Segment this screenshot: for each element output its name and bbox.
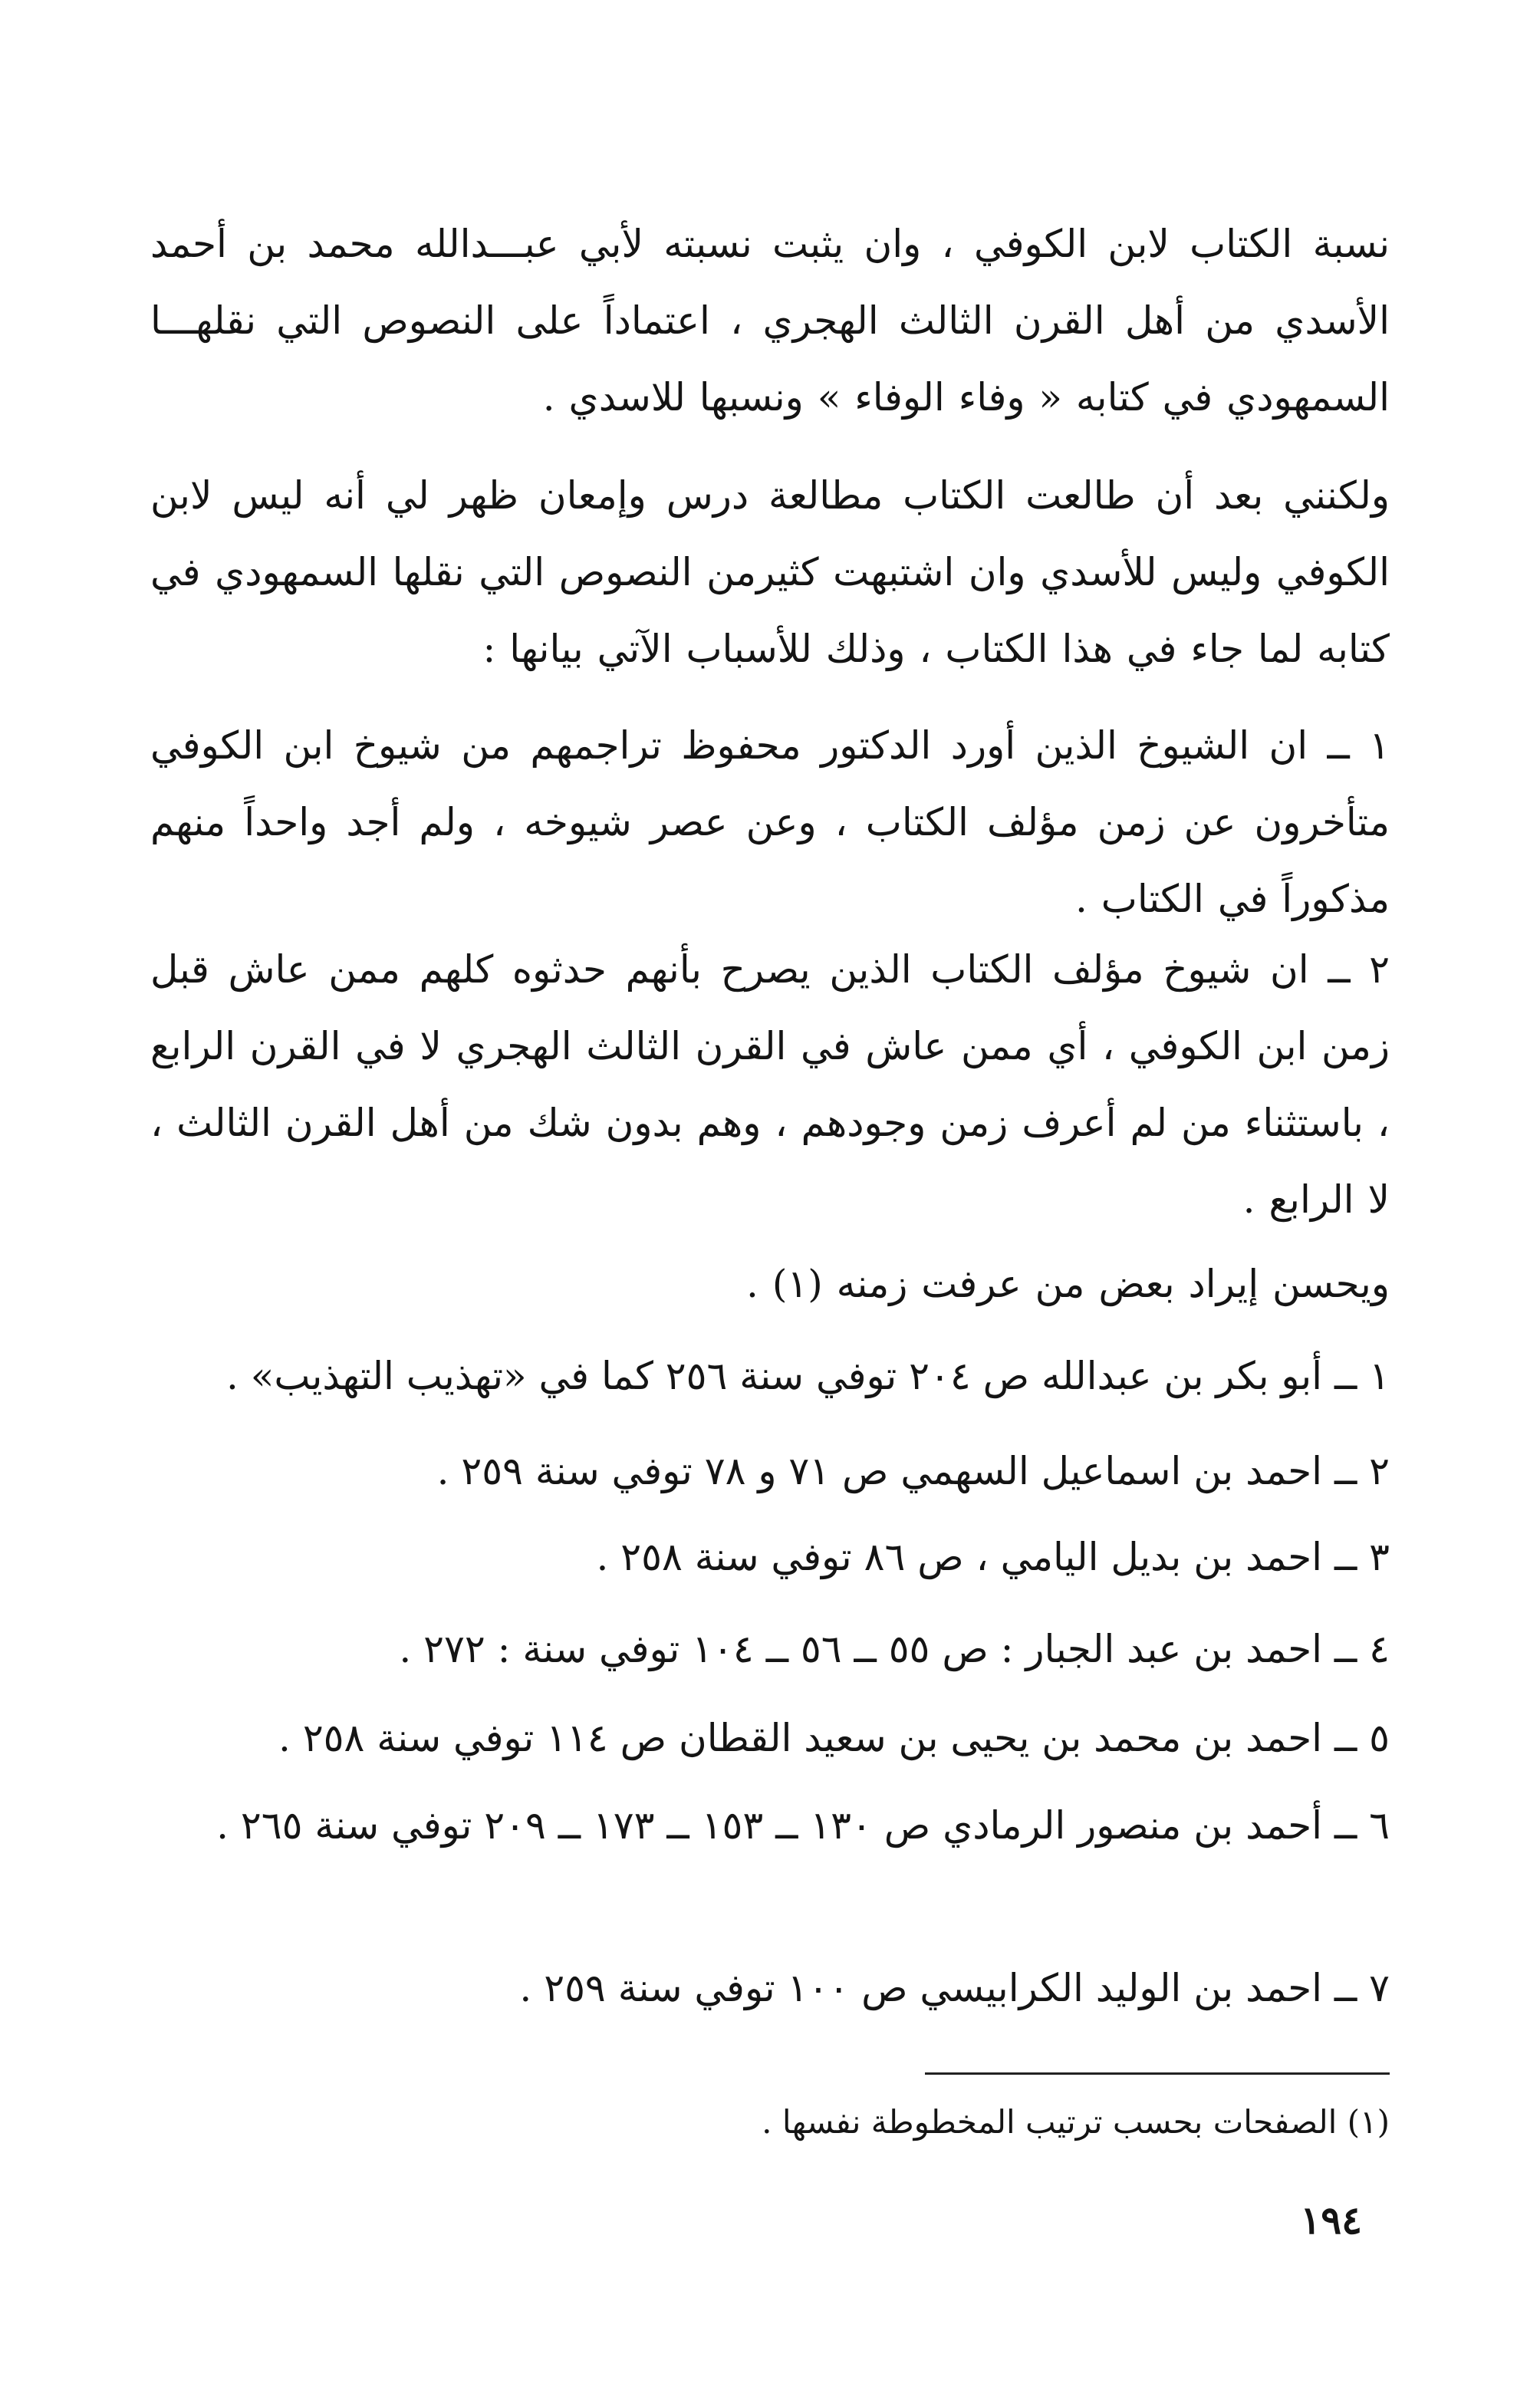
- list-item: ٧ ــ احمد بن الوليد الكرابيسي ص ١٠٠ توفي سنة ٢٥٩ .: [519, 1966, 1390, 2010]
- paragraph: ولكنني بعد أن طالعت الكتاب مطالعة درس وإمعان ظهر لي أنه ليس لابن الكوفي وليس للأسدي وان اشتبهت كثيرمن النصوص التي نقلها السمهودي في كتابه لما جاء في هذا الكتاب ، وذلك للأسباب الآتي بيانها :: [150, 473, 1390, 671]
- list-item: ١ ــ أبو بكر بن عبدالله ص ٢٠٤ توفي سنة ٢٥٦ كما في «تهذيب التهذيب» .: [225, 1354, 1390, 1398]
- paragraph-2-block: [150, 457, 1390, 687]
- paragraph-4-block: [150, 931, 1390, 1238]
- footnote-divider: [925, 2072, 1390, 2075]
- paragraph-1-block: [150, 206, 1390, 436]
- page-number: ١٩٤: [1300, 2197, 1362, 2243]
- list-item: ٤ ــ احمد بن عبد الجبار : ص ٥٥ ــ ٥٦ ــ ١٠٤ توفي سنة : ٢٧٢ .: [399, 1627, 1390, 1671]
- paragraph: ٢ ــ ان شيوخ مؤلف الكتاب الذين يصرح بأنهم حدثوه كلهم ممن عاش قبل زمن ابن الكوفي ، أي ممن عاش في القرن الثالث الهجري لا في القرن الرابع ، باستثناء من لم أعرف زمن وجودهم ، وهم بدون شك من أهل القرن الثالث ، لا الرابع .: [150, 947, 1390, 1222]
- list-item: ٥ ــ احمد بن محمد بن يحيى بن سعيد القطان ص ١١٤ توفي سنة ٢٥٨ .: [278, 1716, 1390, 1760]
- paragraph-3-block: [150, 707, 1390, 937]
- paragraph: ويحسن إيراد بعض من عرفت زمنه (١) .: [746, 1262, 1390, 1306]
- list-item: ٢ ــ احمد بن اسماعيل السهمي ص ٧١ و ٧٨ توفي سنة ٢٥٩ .: [436, 1449, 1390, 1493]
- paragraph: ١ ــ ان الشيوخ الذين أورد الدكتور محفوظ تراجمهم من شيوخ ابن الكوفي متأخرون عن زمن مؤلف الكتاب ، وعن عصر شيوخه ، ولم أجد واحداً منهم مذكوراً في الكتاب .: [150, 723, 1390, 921]
- paragraph-5-block: [150, 1246, 1390, 1322]
- list-item: ٣ ــ احمد بن بديل اليامي ، ص ٨٦ توفي سنة ٢٥٨ .: [596, 1535, 1390, 1579]
- paragraph: نسبة الكتاب لابن الكوفي ، وان يثبت نسبته لأبي عبـــدالله محمد بن أحمد الأسدي من أهل القرن الثالث الهجري ، اعتماداً على النصوص التي نقلهـــا السمهودي في كتابه « وفاء الوفاء » ونسبها للاسدي .: [150, 222, 1390, 420]
- list-item: ٦ ــ أحمد بن منصور الرمادي ص ١٣٠ ــ ١٥٣ ــ ١٧٣ ــ ٢٠٩ توفي سنة ٢٦٥ .: [216, 1803, 1390, 1848]
- footnote: (١) الصفحات بحسب ترتيب المخطوطة نفسها .: [762, 2103, 1390, 2141]
